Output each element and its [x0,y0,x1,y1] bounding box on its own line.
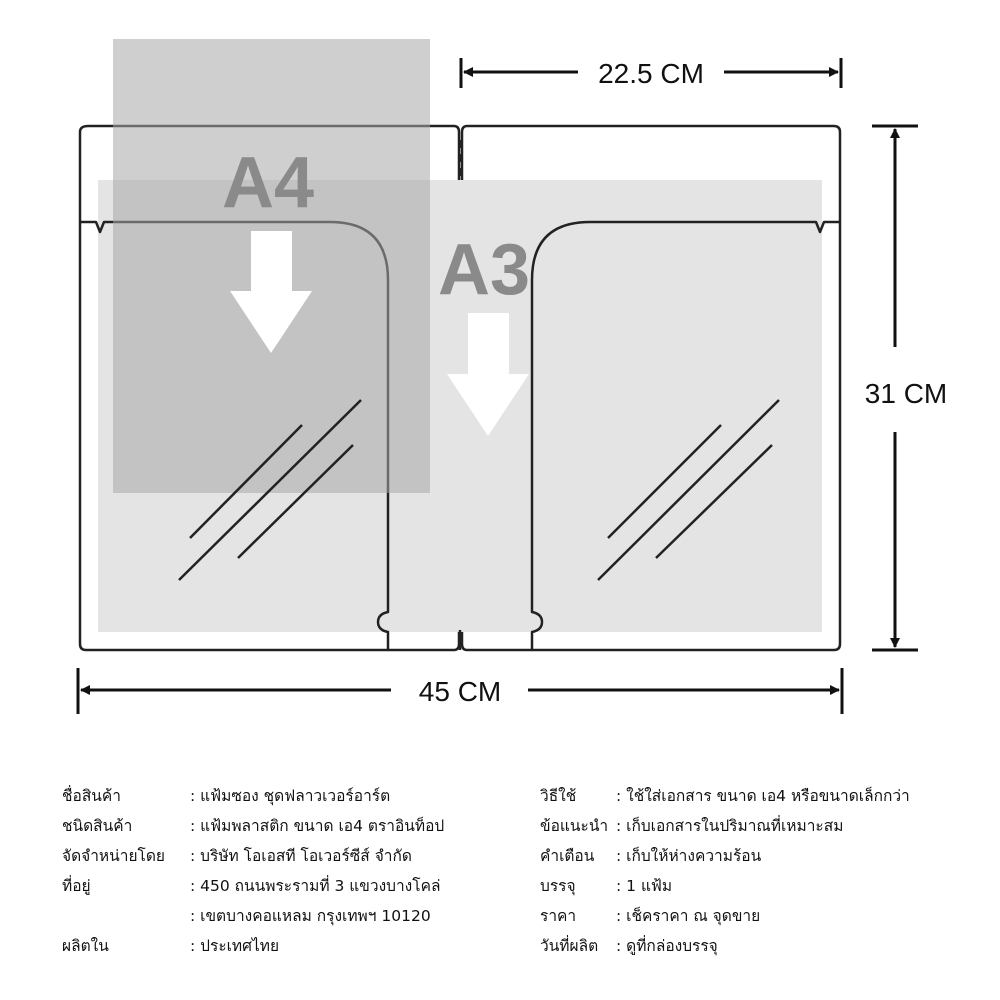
spec-key: จัดจำหน่ายโดย [62,847,166,865]
product-specs [0,775,1000,975]
spec-value: : ประเทศไทย [190,937,280,955]
height-label: 31 CM [864,378,948,409]
a4-label: A4 [222,143,315,223]
spec-value: : 450 ถนนพระรามที่ 3 แขวงบางโคล่ [190,877,441,895]
spec-key: บรรจุ [540,877,576,895]
spec-value: : เช็คราคา ณ จุดขาย [616,907,761,925]
spec-key: ที่อยู่ [62,877,91,895]
spec-key: ชื่อสินค้า [62,787,121,805]
spec-key: วันที่ผลิต [540,937,599,955]
spec-key: ชนิดสินค้า [62,817,133,835]
spec-key: ราคา [540,907,577,925]
spec-key: ผลิตใน [62,937,109,955]
spec-value: : 1 แฟ้ม [616,877,673,895]
spec-value: : เก็บเอกสารในปริมาณที่เหมาะสม [616,817,844,835]
spec-value: : แฟ้มพลาสติก ขนาด เอ4 ตราอินท็อป [190,817,445,835]
spec-value: : ใช้ใส่เอกสาร ขนาด เอ4 หรือขนาดเล็กกว่า [616,787,910,805]
spec-key: ข้อแนะนำ [540,817,609,835]
spec-value: : บริษัท โอเอสที โอเวอร์ซีส์ จำกัด [190,847,412,865]
spec-value: : แฟ้มซอง ชุดฟลาวเวอร์อาร์ต [190,787,391,805]
spec-key: คำเตือน [540,847,595,865]
a3-label: A3 [438,230,531,310]
total-width-label: 45 CM [418,676,502,707]
spec-value: : เขตบางคอแหลม กรุงเทพฯ 10120 [190,907,431,925]
spec-value: : ดูที่กล่องบรรจุ [616,937,718,955]
spec-key: วิธีใช้ [540,787,577,805]
width-label: 22.5 CM [598,58,704,89]
spec-value: : เก็บให้ห่างความร้อน [616,847,762,865]
